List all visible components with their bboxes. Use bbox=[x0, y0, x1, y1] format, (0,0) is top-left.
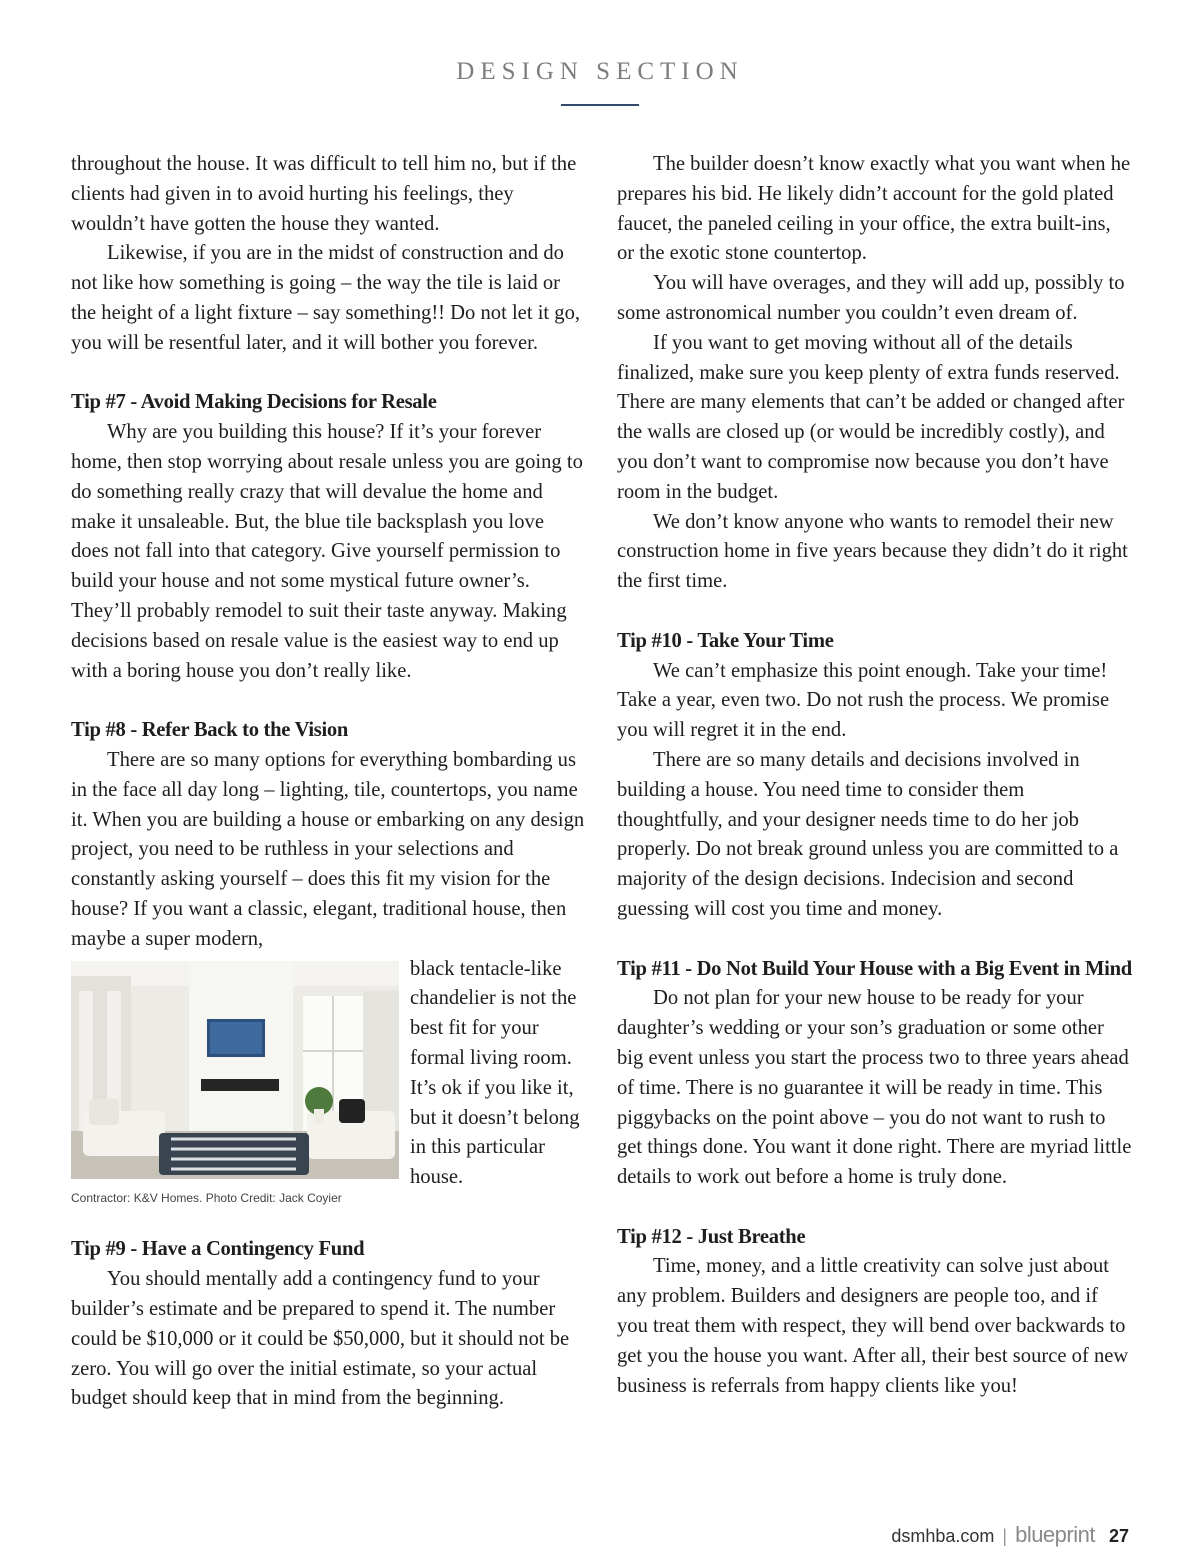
living-room-photo-figure bbox=[71, 961, 399, 1206]
paragraph: You will have overages, and they will add up, possibly to some astronomical number you couldn’t even dream of. bbox=[617, 272, 1125, 324]
title-underline bbox=[561, 104, 639, 106]
page-number: 27 bbox=[1108, 1526, 1129, 1546]
tip-11-body: Do not plan for your new house to be ready for your daughter’s wedding or your son’s graduation or some other big event unless you start the process two to three years ahead of time. There is no guarantee it will be ready in time. This piggybacks on the point above – you do not want to rush to get things done. You want it done right. There are myriad little details to work out before a home is truly done. bbox=[617, 987, 1132, 1189]
left-column bbox=[71, 150, 585, 1414]
page-footer bbox=[891, 1522, 1129, 1548]
photo-caption: Contractor: K&V Homes. Photo Credit: Jack Coyier bbox=[71, 1190, 342, 1205]
tip-8-heading: Tip #8 - Refer Back to the Vision bbox=[71, 719, 349, 742]
tip-10-body: We can’t emphasize this point enough. Take your time! Take a year, even two. Do not rush the process. We promise you will regret it in the end. bbox=[617, 659, 1110, 742]
tip-9-body: You should mentally add a contingency fund to your builder’s estimate and be prepared to spend it. The number could be $10,000 or it could be $50,000, but it should not be zero. You will go over the initial estimate, so your actual budget should keep that in mind from the beginning. bbox=[71, 1268, 570, 1410]
paragraph: If you want to get moving without all of the details finalized, make sure you keep plenty of extra funds reserved. There are many elements that can’t be added or changed after the walls are closed up (or would be incredibly costly), and you don’t want to compromise now because you don’t have room in the budget. bbox=[617, 331, 1125, 503]
section-title: DESIGN SECTION bbox=[456, 58, 744, 85]
tip-7-body: Why are you building this house? If it’s your forever home, then stop worrying about resale unless you are going to do something really crazy that will devalue the home and make it unsaleable. But, the blue tile backsplash you love does not fall into that category. Give yourself permission to build your house and not some mystical future owner’s. They’ll probably remodel to suit their taste anyway. Making decisions based on resale value is the easiest way to end up with a boring house you don’t really like. bbox=[71, 421, 583, 682]
paragraph: The builder doesn’t know exactly what you want when he prepares his bid. He likely didn’t account for the gold plated faucet, the paneled ceiling in your office, the extra built-ins, or the exotic stone countertop. bbox=[617, 153, 1131, 265]
paragraph: We don’t know anyone who wants to remodel their new construction home in five years because they didn’t do it right the first time. bbox=[617, 510, 1128, 593]
tip-9-heading: Tip #9 - Have a Contingency Fund bbox=[71, 1238, 365, 1261]
tip-8-body-continued: black tentacle-like chandelier is not the best fit for your formal living room. It’s ok if you like it, but it doesn’t belong in this particular house. bbox=[410, 957, 580, 1189]
tip-12-body: Time, money, and a little creativity can solve just about any problem. Builders and designers are people too, and if you treat them with respect, they will bend over backwards to get you the house you want. After all, their best source of new business is referrals from happy clients like you! bbox=[617, 1255, 1129, 1397]
right-column bbox=[617, 150, 1132, 1401]
tip-8-body: There are so many options for everything bombarding us in the face all day long – lighting, tile, countertops, you name it. When you are building a house or embarking on any design project, you need to be ruthless in your selections and constantly asking yourself – does this fit my vision for the house? If you want a classic, elegant, traditional house, then maybe a super modern, bbox=[71, 748, 585, 950]
footer-separator: | bbox=[1002, 1526, 1008, 1546]
blueprint-logo: blueprint bbox=[1015, 1522, 1095, 1547]
tip-12-heading: Tip #12 - Just Breathe bbox=[617, 1225, 806, 1248]
tip-7-heading: Tip #7 - Avoid Making Decisions for Resale bbox=[71, 391, 437, 414]
tip-11-heading: Tip #11 - Do Not Build Your House with a Big Event in Mind bbox=[617, 957, 1132, 980]
tip-10-body-continued: There are so many details and decisions involved in building a house. You need time to consider them thoughtfully, and your designer needs time to do her job properly. Do not break ground unless you are committed to a majority of the design decisions. Indecision and second guessing will cost you time and money. bbox=[617, 748, 1119, 920]
living-room-photo bbox=[71, 961, 399, 1179]
website-link[interactable]: dsmhba.com bbox=[891, 1526, 995, 1546]
paragraph: Likewise, if you are in the midst of construction and do not like how something is going – the way the tile is laid or the height of a light fixture – say something!! Do not let it go, you will be resentful later, and it will bother you forever. bbox=[71, 242, 581, 354]
tip-10-heading: Tip #10 - Take Your Time bbox=[617, 629, 834, 652]
paragraph: throughout the house. It was difficult to tell him no, but if the clients had given in to avoid hurting his feelings, they wouldn’t have gotten the house they wanted. bbox=[71, 153, 577, 235]
